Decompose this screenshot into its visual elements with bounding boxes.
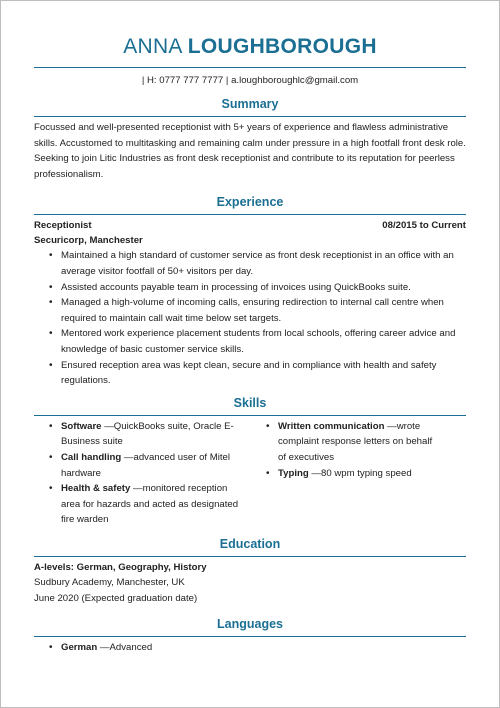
languages-list: [49, 640, 466, 656]
summary-heading: Summary: [221, 97, 279, 111]
list-item: • Assisted accounts payable team in processing of invoices using QuickBooks suite.: [49, 280, 466, 296]
first-name: ANNA: [123, 35, 182, 58]
skill-desc: —monitored reception area for hazards and acted as designated fire warden: [61, 483, 239, 526]
skill-desc: —wrote complaint response letters on behalf of executives: [278, 420, 433, 463]
education-degree: A-levels: German, Geography, History: [34, 561, 207, 573]
skill-item: [49, 450, 251, 481]
education-date: June 2020 (Expected graduation date): [34, 593, 198, 605]
summary-text: Focussed and well-presented receptionist with 5+ years of experience and flawless administrative skills. Accustomed to multitasking and remaining calm under pressure in a high footfall front desk role. Seeking to join Litic Industries as front desk receptionist and contribute to its reputation for peerless professionalism.: [34, 122, 466, 180]
languages-heading: Languages: [217, 616, 283, 631]
header-divider: [34, 67, 466, 68]
skill-name: Software: [61, 420, 102, 432]
last-name: LOUGHBOROUGH: [187, 35, 377, 58]
education-school: Sudbury Academy, Manchester, UK: [34, 577, 185, 589]
language-level: —Advanced: [97, 641, 153, 653]
languages-divider: [34, 636, 466, 637]
job-company: Securicorp, Manchester: [34, 235, 143, 247]
skill-desc: —80 wpm typing speed: [308, 467, 412, 479]
list-item: • Maintained a high standard of customer service as front desk receptionist in an office with an average visitor footfall of 50+ visitors per day.: [49, 248, 466, 279]
summary-divider: [34, 116, 466, 117]
skills-columns: [34, 419, 466, 528]
list-item: • Ensured reception area was kept clean, secure and in compliance with health and safety regulations.: [49, 358, 466, 389]
language-item: [49, 640, 466, 656]
list-item: • Managed a high-volume of incoming calls, ensuring redirection to internal call centre when required to maintain call wait time below set targets.: [49, 295, 466, 326]
skill-item: [266, 419, 451, 466]
experience-bullets: [49, 248, 466, 388]
skill-item: [49, 419, 251, 450]
list-item: • Mentored work experience placement students from local schools, offering career advice and knowledge of basic customer service skills.: [49, 326, 466, 357]
skills-right-column: [251, 419, 451, 528]
job-dates: 08/2015 to Current: [382, 220, 466, 232]
education-heading: Education: [219, 536, 281, 551]
skill-desc: —advanced user of Mitel hardware: [61, 451, 231, 479]
education-divider: [34, 556, 466, 557]
candidate-name: [34, 35, 466, 59]
job-header: [34, 218, 466, 233]
experience-divider: [34, 214, 466, 215]
skill-name: Written communication: [278, 420, 385, 432]
job-title: Receptionist: [34, 220, 92, 232]
skills-divider: [34, 415, 466, 416]
skill-desc: —QuickBooks suite, Oracle E-Business suite: [61, 420, 234, 448]
contact-line: | H: 0777 777 7777 | a.loughboroughlc@gmail.com: [141, 75, 359, 86]
experience-heading: Experience: [216, 195, 284, 210]
skill-name: Typing: [278, 467, 309, 479]
skill-name: Call handling: [61, 451, 122, 463]
skill-item: [49, 481, 251, 528]
skill-name: Health & safety: [61, 483, 131, 495]
education-entry: [34, 560, 466, 607]
language-name: German: [61, 641, 98, 653]
skills-heading: Skills: [233, 395, 267, 410]
skills-left-column: [34, 419, 251, 528]
skill-item: [266, 466, 451, 482]
